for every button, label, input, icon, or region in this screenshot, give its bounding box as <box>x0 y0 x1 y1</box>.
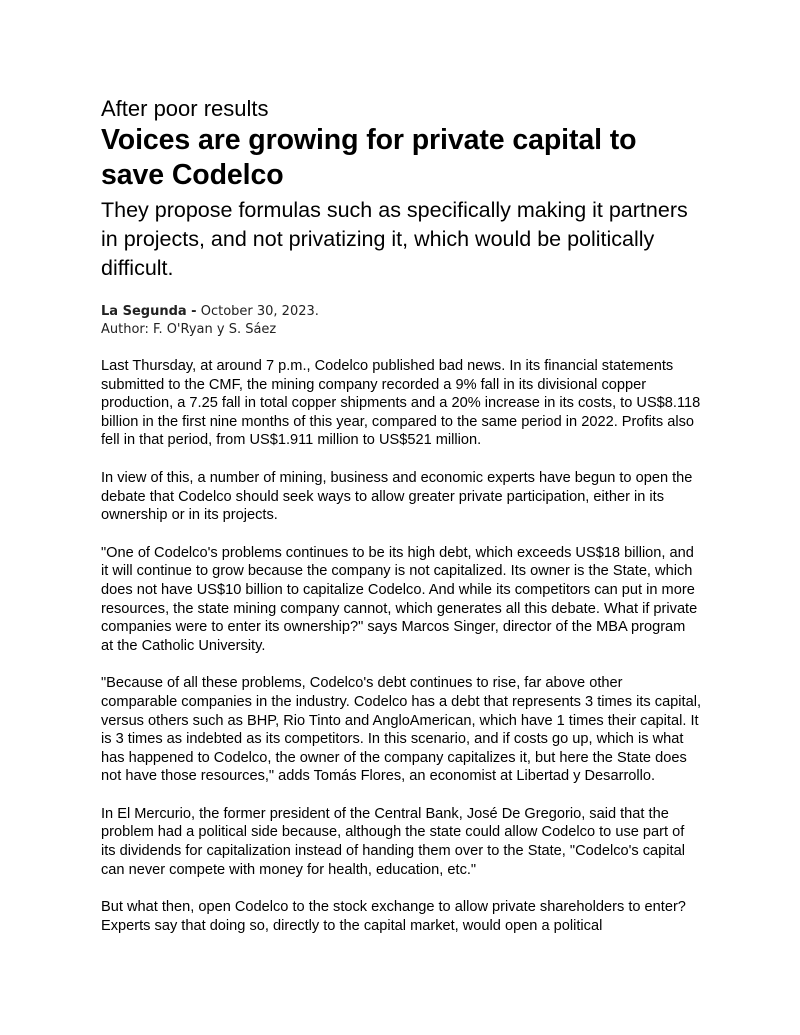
body-paragraph: "One of Codelco's problems continues to be its high debt, which exceeds US$18 billion, and it will continue to grow because the company is not capitalized. Its owner is the State, which does not have US$10 billion to capitalize Codelco. And while its competitors can put in more resources, the state mining company cannot, which generates all this debate. What if private companies were to enter its ownership?" says Marcos Singer, director of the MBA program at the Catholic University. <box>101 544 698 654</box>
article-subhead: They propose formulas such as specifically making it partners in projects, and not privatizing it, which would be politically difficult. <box>101 198 688 280</box>
publish-date: October 30, 2023. <box>196 304 319 319</box>
body-paragraph: But what then, open Codelco to the stock exchange to allow private shareholders to enter? Experts say that doing so, directly to the capital market, would open a political <box>101 899 686 934</box>
body-paragraph: "Because of all these problems, Codelco's debt continues to rise, far above other comparable companies in the industry. Codelco has a debt that represents 3 times its capital, versus others such as BHP, Rio Tinto and AngloAmerican, which have 1 times their capital. It is 3 times as indebted as its competitors. In this scenario, and if costs go up, which is what has happened to Codelco, the owner of the company capitalizes it, but here the State does not have those resources," adds Tomás Flores, an economist at Libertad y Desarrollo. <box>101 675 702 785</box>
article <box>101 95 701 954</box>
source-name: La Segunda - <box>101 304 197 319</box>
body-paragraph: In view of this, a number of mining, business and economic experts have begun to open the debate that Codelco should seek ways to allow greater private participation, either in its ownership or in its projects. <box>101 469 693 524</box>
article-kicker: After poor results <box>101 96 269 121</box>
article-meta <box>101 303 701 339</box>
body-paragraph: Last Thursday, at around 7 p.m., Codelco published bad news. In its financial statements submitted to the CMF, the mining company recorded a 9% fall in its divisional copper production, a 7.25 fall in total copper shipments and a 20% increase in its costs, to US$8.118 billion in the first nine months of this year, compared to the same period in 2022. Profits also fell in that period, from US$1.911 million to US$521 million. <box>101 358 701 449</box>
article-headline: Voices are growing for private capital to save Codelco <box>101 124 637 191</box>
source-line <box>101 303 701 321</box>
article-body <box>101 357 701 935</box>
body-paragraph: In El Mercurio, the former president of the Central Bank, José De Gregorio, said that the problem had a political side because, although the state could allow Codelco to use part of its dividends for capitalization instead of handing them over to the State, "Codelco's capital can never compete with money for health, education, etc." <box>101 805 685 878</box>
author-line: Author: F. O'Ryan y S. Sáez <box>101 322 277 337</box>
